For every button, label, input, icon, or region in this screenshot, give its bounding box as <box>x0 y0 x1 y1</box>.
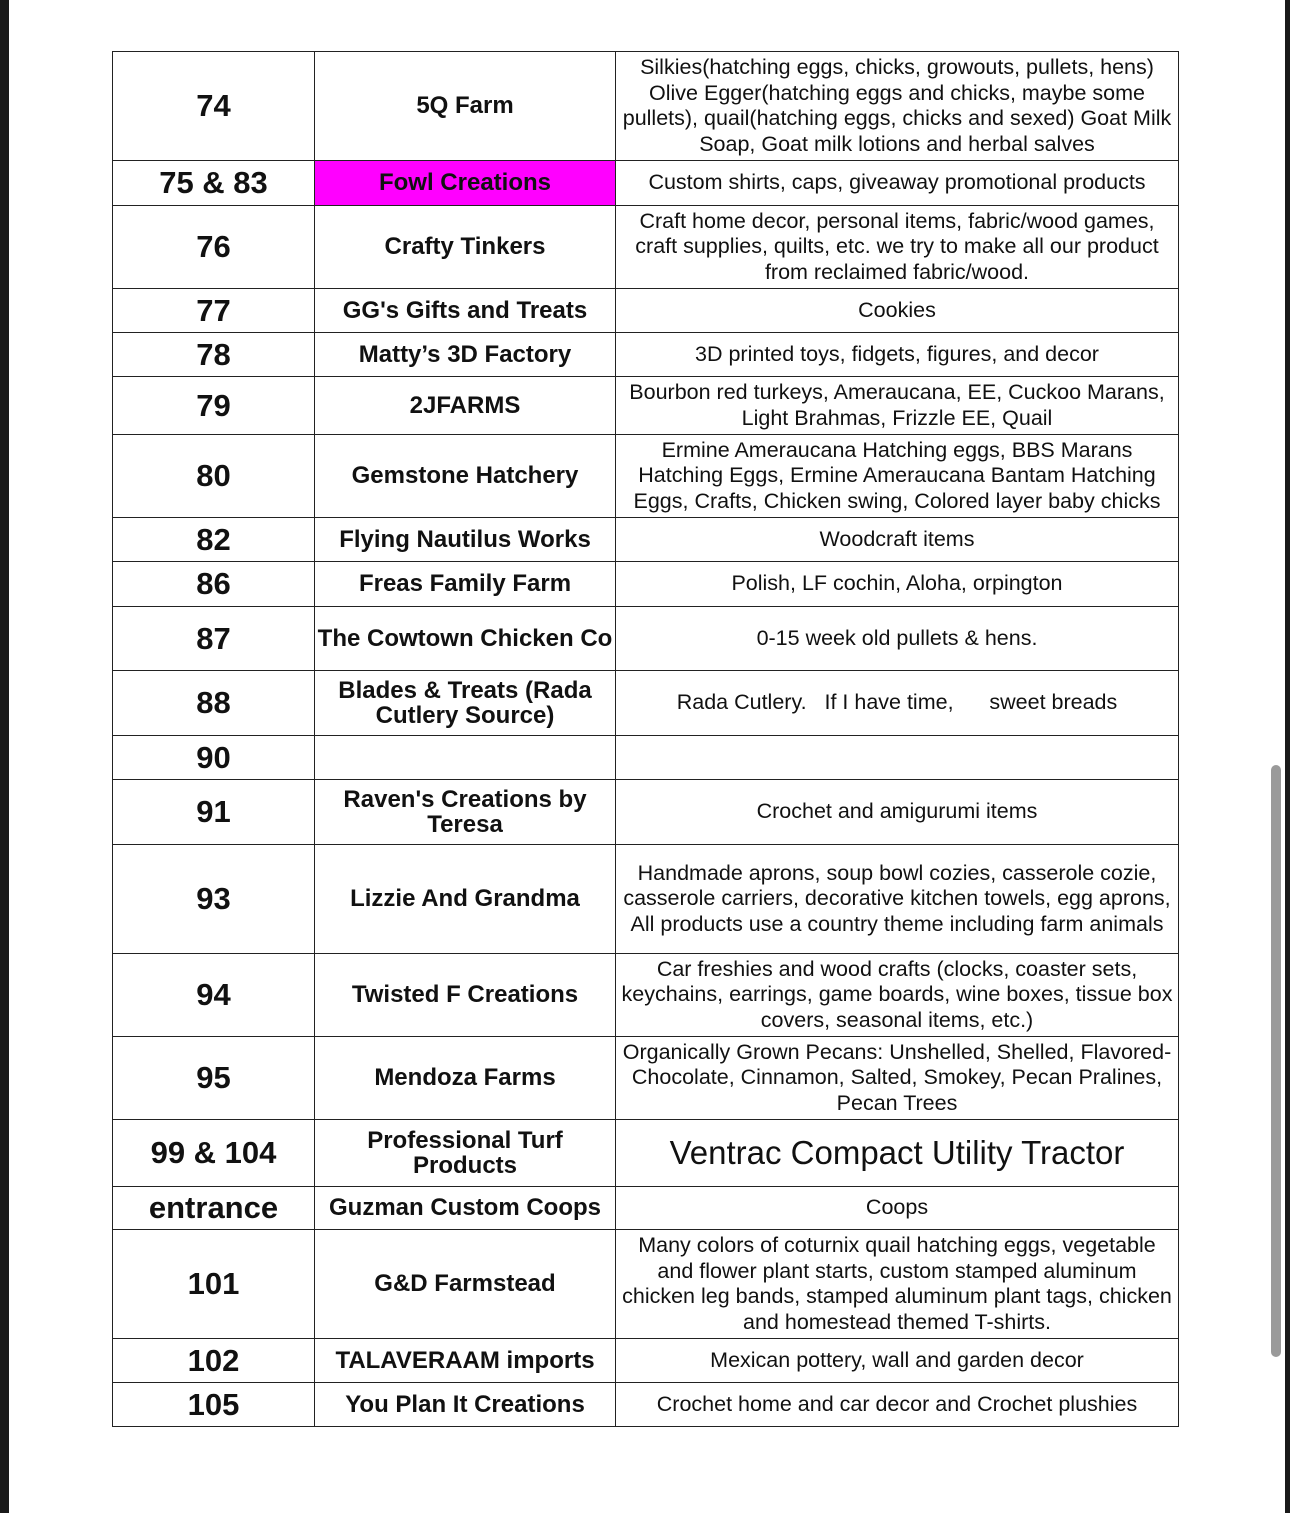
page-edge-left <box>0 0 9 1513</box>
booth-number: 74 <box>113 52 315 161</box>
table-row <box>113 435 1179 518</box>
vendor-name: 2JFARMS <box>315 377 616 435</box>
booth-number: 79 <box>113 377 315 435</box>
booth-number: 87 <box>113 607 315 671</box>
table-row <box>113 780 1179 845</box>
booth-number: 77 <box>113 289 315 333</box>
vendor-name: Twisted F Creations <box>315 954 616 1037</box>
table-row <box>113 1037 1179 1120</box>
vendor-products: Coops <box>616 1187 1179 1230</box>
vendor-products: Ermine Ameraucana Hatching eggs, BBS Marans Hatching Eggs, Ermine Ameraucana Bantam Hatching Eggs, Crafts, Chicken swing, Colored layer baby chicks <box>616 435 1179 518</box>
table-row <box>113 206 1179 289</box>
vendor-name: TALAVERAAM imports <box>315 1339 616 1383</box>
vendor-products: Silkies(hatching eggs, chicks, growouts, pullets, hens) Olive Egger(hatching eggs and chicks, maybe some pullets), quail(hatching eggs, chicks and sexed) Goat Milk Soap, Goat milk lotions and herbal salves <box>616 52 1179 161</box>
vendor-products: Craft home decor, personal items, fabric/wood games, craft supplies, quilts, etc. we try to make all our product from reclaimed fabric/wood. <box>616 206 1179 289</box>
vendor-name: Freas Family Farm <box>315 562 616 607</box>
table-row <box>113 607 1179 671</box>
table-row <box>113 52 1179 161</box>
vendor-products: Many colors of coturnix quail hatching eggs, vegetable and flower plant starts, custom stamped aluminum chicken leg bands, stamped aluminum plant tags, chicken and homestead themed T-shirts. <box>616 1230 1179 1339</box>
booth-number: 105 <box>113 1383 315 1427</box>
booth-number: 78 <box>113 333 315 377</box>
booth-number: 94 <box>113 954 315 1037</box>
vendor-name: GG's Gifts and Treats <box>315 289 616 333</box>
vendor-name: Lizzie And Grandma <box>315 845 616 954</box>
table-row <box>113 562 1179 607</box>
vendor-table <box>112 51 1179 1427</box>
booth-number: 102 <box>113 1339 315 1383</box>
vendor-products: Cookies <box>616 289 1179 333</box>
table-row <box>113 1339 1179 1383</box>
booth-number: 80 <box>113 435 315 518</box>
booth-number: 76 <box>113 206 315 289</box>
booth-number: 95 <box>113 1037 315 1120</box>
vendor-products: Organically Grown Pecans: Unshelled, Shelled, Flavored-Chocolate, Cinnamon, Salted, Smokey, Pecan Pralines, Pecan Trees <box>616 1037 1179 1120</box>
vendor-name: Gemstone Hatchery <box>315 435 616 518</box>
table-row <box>113 954 1179 1037</box>
vendor-name: Professional Turf Products <box>315 1120 616 1187</box>
scrollbar-thumb[interactable] <box>1271 765 1281 1357</box>
vendor-products: Ventrac Compact Utility Tractor <box>616 1120 1179 1187</box>
vendor-products: Woodcraft items <box>616 518 1179 562</box>
booth-number: 88 <box>113 671 315 736</box>
table-row <box>113 377 1179 435</box>
booth-number: 75 & 83 <box>113 161 315 206</box>
vendor-products: Mexican pottery, wall and garden decor <box>616 1339 1179 1383</box>
vendor-products: 3D printed toys, fidgets, figures, and decor <box>616 333 1179 377</box>
vendor-name: The Cowtown Chicken Co <box>315 607 616 671</box>
page-edge-right <box>1285 0 1290 1513</box>
vendor-products: Crochet home and car decor and Crochet plushies <box>616 1383 1179 1427</box>
vendor-name <box>315 736 616 780</box>
vendor-products: Crochet and amigurumi items <box>616 780 1179 845</box>
vendor-name: Flying Nautilus Works <box>315 518 616 562</box>
vendor-name: G&D Farmstead <box>315 1230 616 1339</box>
table-row <box>113 518 1179 562</box>
vendor-name: You Plan It Creations <box>315 1383 616 1427</box>
booth-number: 91 <box>113 780 315 845</box>
vendor-name: Guzman Custom Coops <box>315 1187 616 1230</box>
vendor-products: Handmade aprons, soup bowl cozies, casserole cozie, casserole carriers, decorative kitchen towels, egg aprons, All products use a country theme including farm animals <box>616 845 1179 954</box>
table-row <box>113 1383 1179 1427</box>
table-row <box>113 1120 1179 1187</box>
booth-number: entrance <box>113 1187 315 1230</box>
vendor-name: Crafty Tinkers <box>315 206 616 289</box>
vendor-name: 5Q Farm <box>315 52 616 161</box>
table-row <box>113 161 1179 206</box>
vendor-products: Polish, LF cochin, Aloha, orpington <box>616 562 1179 607</box>
booth-number: 99 & 104 <box>113 1120 315 1187</box>
vendor-name: Blades & Treats (Rada Cutlery Source) <box>315 671 616 736</box>
table-row <box>113 1230 1179 1339</box>
table-row <box>113 671 1179 736</box>
vendor-products: 0-15 week old pullets & hens. <box>616 607 1179 671</box>
vendor-name-highlighted: Fowl Creations <box>315 161 616 206</box>
vendor-products: Bourbon red turkeys, Ameraucana, EE, Cuckoo Marans, Light Brahmas, Frizzle EE, Quail <box>616 377 1179 435</box>
vendor-products <box>616 736 1179 780</box>
vendor-name: Matty’s 3D Factory <box>315 333 616 377</box>
table-row <box>113 1187 1179 1230</box>
table-row <box>113 289 1179 333</box>
booth-number: 90 <box>113 736 315 780</box>
table-row <box>113 333 1179 377</box>
table-row <box>113 845 1179 954</box>
vendor-name: Mendoza Farms <box>315 1037 616 1120</box>
booth-number: 82 <box>113 518 315 562</box>
booth-number: 93 <box>113 845 315 954</box>
table-row <box>113 736 1179 780</box>
booth-number: 86 <box>113 562 315 607</box>
vendor-name: Raven's Creations by Teresa <box>315 780 616 845</box>
vendor-products: Custom shirts, caps, giveaway promotional products <box>616 161 1179 206</box>
vendor-products: Rada Cutlery. If I have time, sweet breads <box>616 671 1179 736</box>
booth-number: 101 <box>113 1230 315 1339</box>
vendor-products: Car freshies and wood crafts (clocks, coaster sets, keychains, earrings, game boards, wine boxes, tissue box covers, seasonal items, etc.) <box>616 954 1179 1037</box>
